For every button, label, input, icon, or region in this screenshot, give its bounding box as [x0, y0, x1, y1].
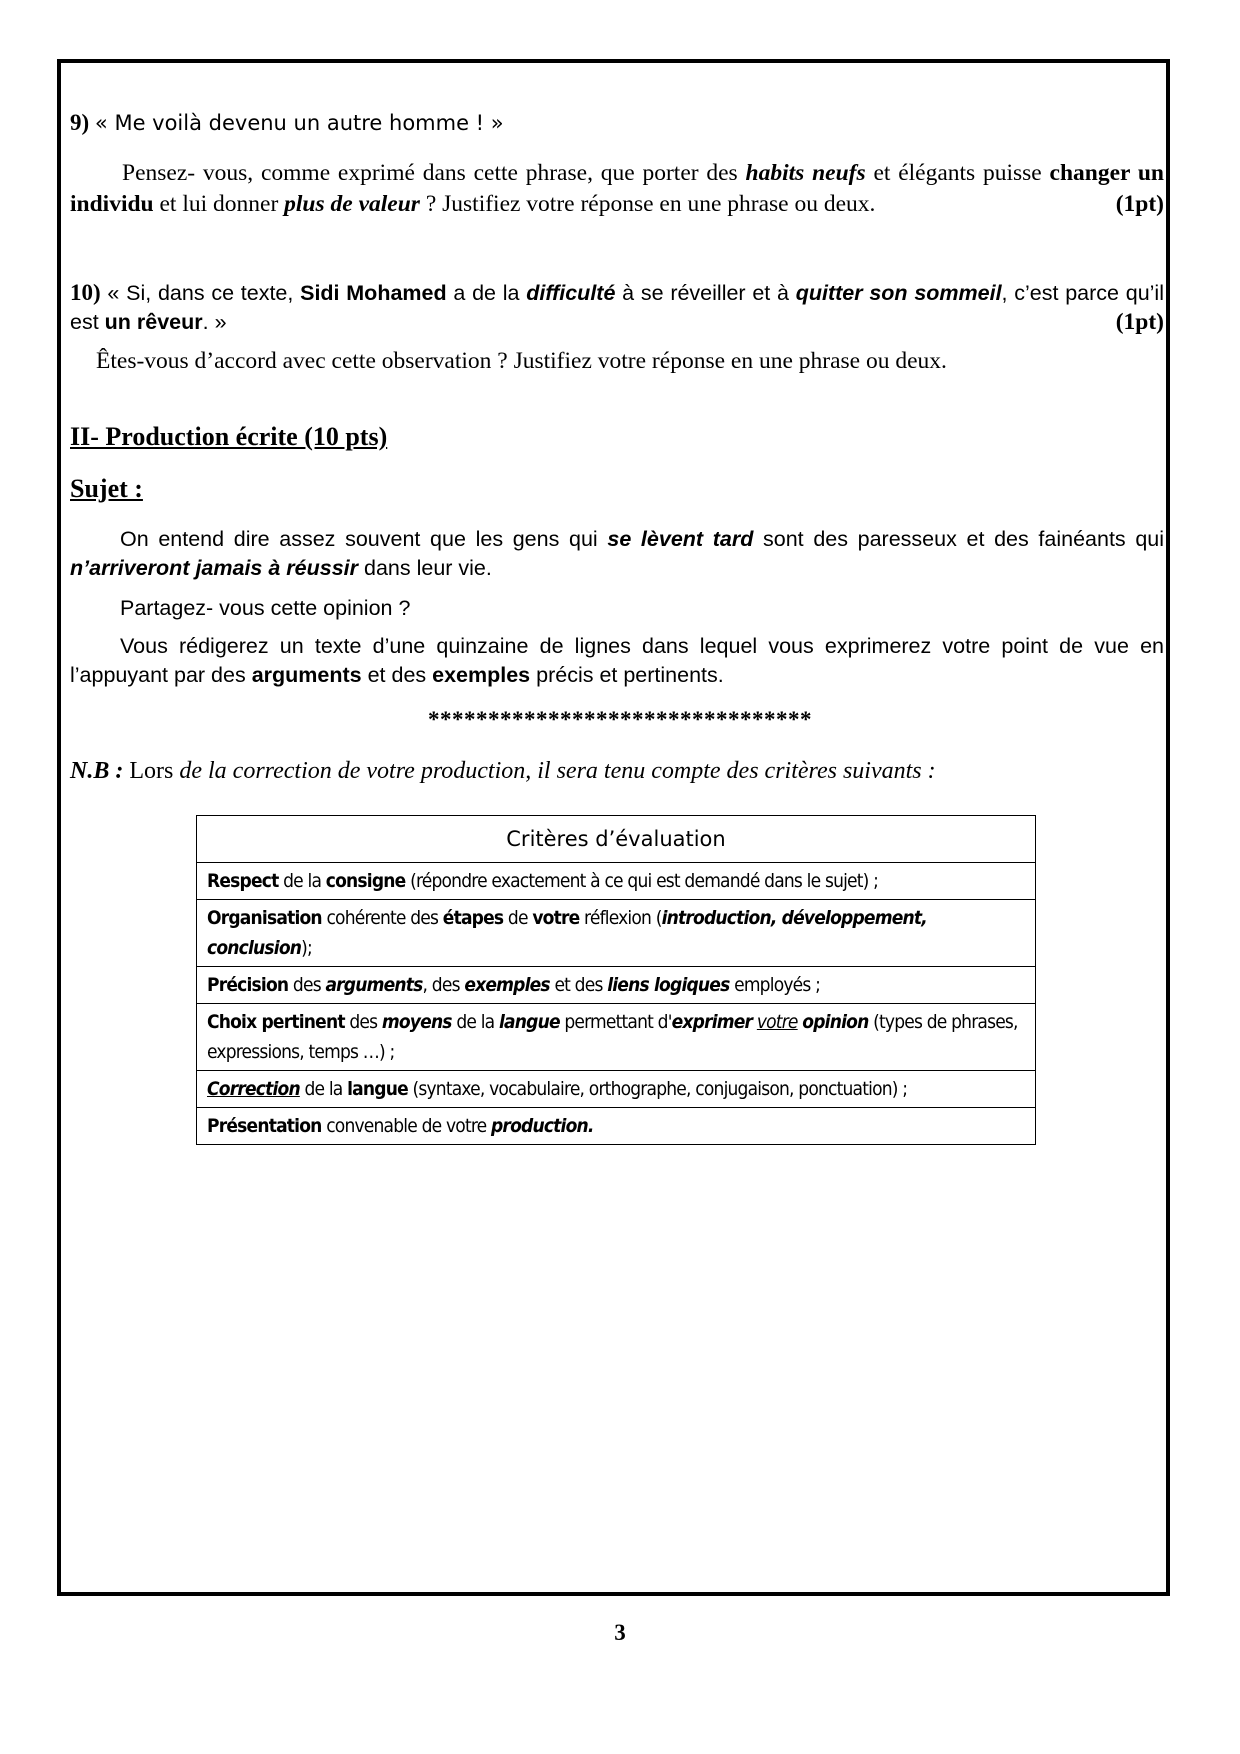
q9-bold-habits: habits neufs: [745, 160, 866, 186]
sujet-paragraph-3: Vous rédigerez un texte d’une quinzaine de lignes dans lequel vous exprimerez votre point de vue en l’appuyant par des arguments et des exemples précis et pertinents.: [70, 634, 1164, 687]
q9-points: (1pt): [1115, 191, 1164, 217]
criteria-row: Correction de la langue (syntaxe, vocabulaire, orthographe, conjugaison, ponctuation) ;: [197, 1071, 1036, 1108]
q10-question: Êtes-vous d’accord avec cette observation ? Justifiez votre réponse en une phrase ou deux.: [96, 348, 947, 374]
section-title: II- Production écrite (10 pts): [70, 422, 388, 451]
q10-points: (1pt): [1115, 309, 1164, 335]
sujet-paragraph-1: On entend dire assez souvent que les gens qui se lèvent tard sont des paresseux et des fainéants qui n’arriveront jamais à réussir dans leur vie.: [70, 527, 1165, 580]
criteria-row: Précision des arguments, des exemples et des liens logiques employés ;: [197, 967, 1036, 1004]
q9-quote: « Me voilà devenu un autre homme ! »: [94, 111, 504, 135]
criteria-row: Choix pertinent des moyens de la langue permettant d'exprimer votre opinion (types de phrases, expressions, temps …) ;: [197, 1004, 1036, 1071]
q10-bold-difficulte: difficulté: [526, 281, 616, 305]
q10-bold-quitter: quitter son sommeil: [795, 281, 1002, 305]
q9-heading: 9) « Me voilà devenu un autre homme ! »: [70, 110, 504, 135]
sujet-title: Sujet :: [70, 474, 143, 503]
q9-bold-changer: changer un individu: [70, 160, 1164, 217]
criteria-header: Critères d’évaluation: [197, 816, 1036, 863]
nb-note: N.B : Lors de la correction de votre production, il sera tenu compte des critères suivants :: [70, 758, 936, 784]
criteria-row: Présentation convenable de votre production.: [197, 1108, 1036, 1145]
criteria-row: Respect de la consigne (répondre exactement à ce qui est demandé dans le sujet) ;: [197, 863, 1036, 900]
page-number: 3: [614, 1620, 626, 1645]
criteria-row: Organisation cohérente des étapes de votre réflexion (introduction, développement, conclusion);: [197, 900, 1036, 967]
q10-body: 10) « Si, dans ce texte, Sidi Mohamed a de la difficulté à se réveiller et à quitter son sommeil, c’est parce qu’il est un rêveur. » (1pt): [70, 280, 1164, 335]
q9-body: Pensez- vous, comme exprimé dans cette phrase, que porter des habits neufs et élégants puisse changer un individu et lui donner plus de valeur ? Justifiez votre réponse en une phrase ou deux. (1pt): [70, 158, 1164, 220]
q9-bold-valeur: plus de valeur: [284, 191, 420, 217]
q9-number: 9: [70, 110, 82, 135]
criteria-table: [196, 815, 1036, 1145]
q10-bold-sidi: Sidi Mohamed: [300, 281, 447, 305]
q10-bold-reveur: un rêveur: [104, 310, 203, 334]
q10-number: 10: [70, 280, 93, 305]
sujet-paragraph-2: Partagez- vous cette opinion ?: [120, 596, 411, 620]
separator-stars: ********************************: [428, 707, 812, 732]
